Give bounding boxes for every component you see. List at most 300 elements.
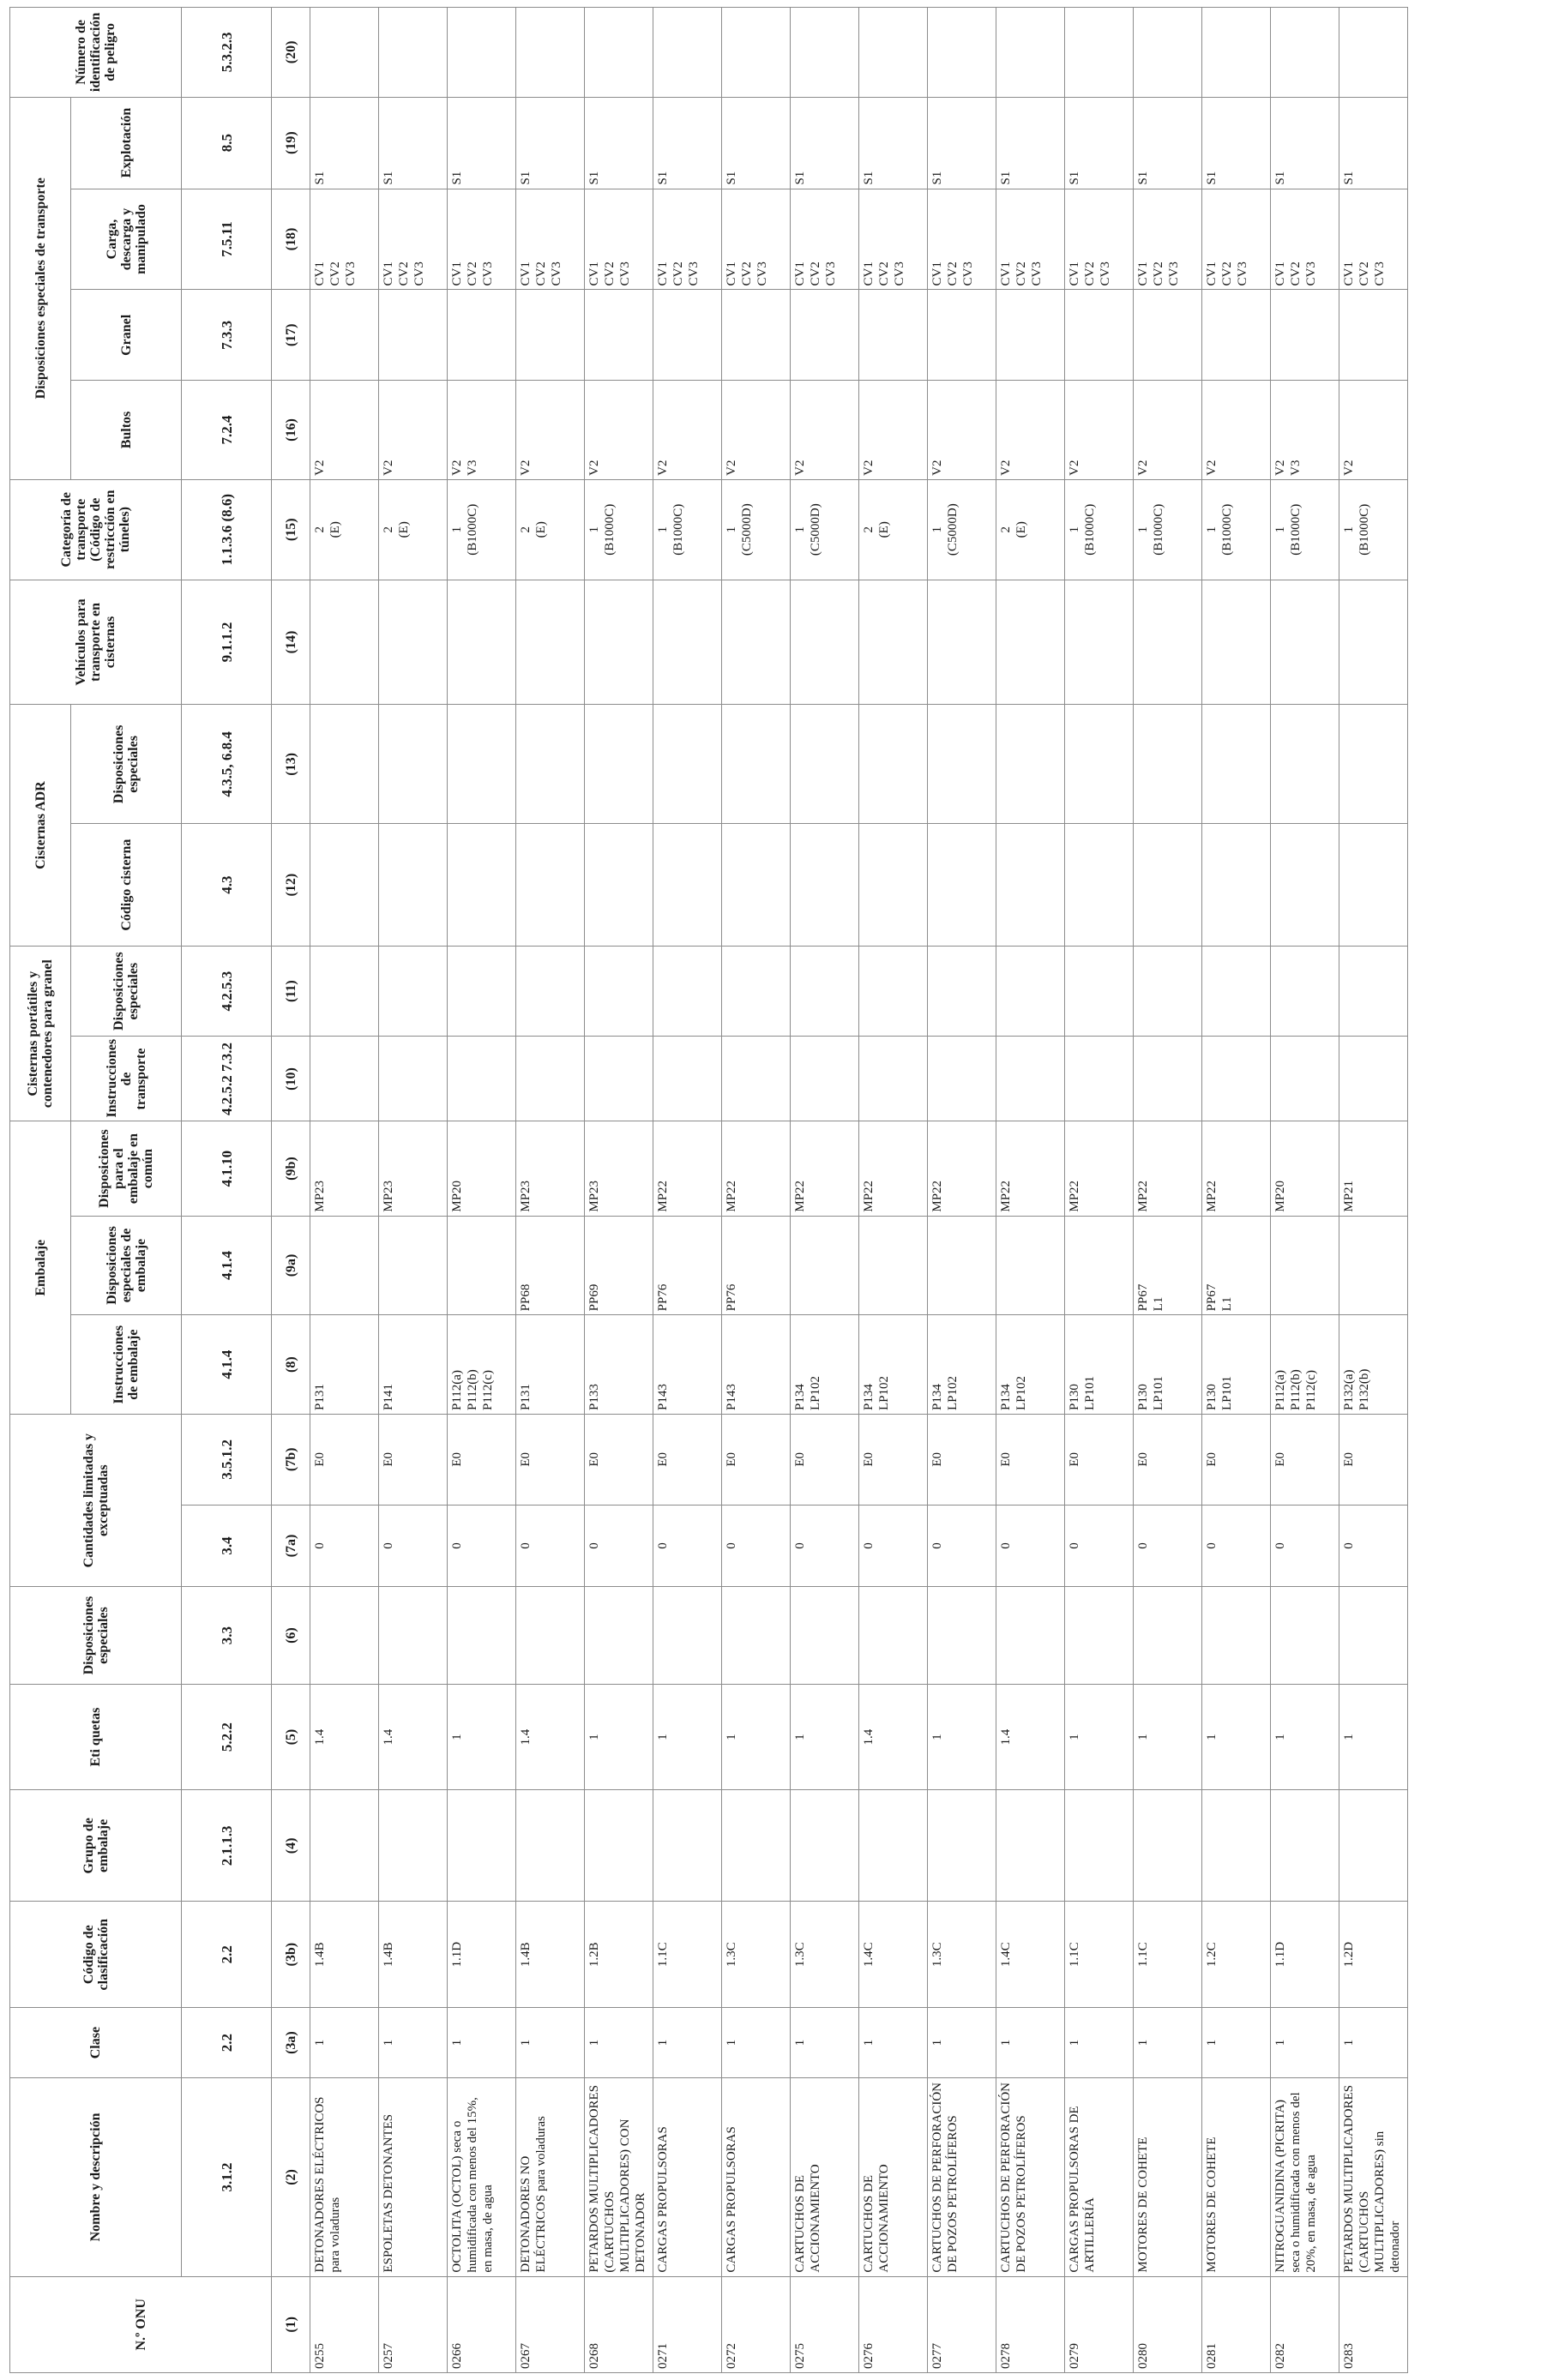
cell-un-number: 0276 — [859, 2276, 928, 2372]
cell-packing-group — [722, 1790, 791, 1902]
cell-tank-vehicles — [859, 580, 928, 705]
cell-transport-instructions — [722, 1037, 791, 1121]
cell-class: 1 — [1271, 2007, 1339, 2077]
cell-operation: S1 — [1339, 97, 1408, 189]
header-special-packing-provisions: Disposiciones especiales de embalaje — [71, 1216, 182, 1315]
cell-special-packing-provisions: PP67 L1 — [1202, 1216, 1271, 1315]
cell-bulk — [448, 290, 516, 381]
reference-row — [182, 8, 272, 2373]
cell-classification-code: 1.1C — [1065, 1902, 1134, 2007]
cell-transport-category: 2 (E) — [859, 479, 928, 580]
cell-special-packing-provisions: PP76 — [653, 1216, 722, 1315]
cell-special-packing-provisions — [791, 1216, 859, 1315]
cell-portable-special-provisions — [928, 946, 996, 1037]
cell-tank-special-provisions — [516, 705, 585, 824]
cell-special-provisions — [379, 1587, 448, 1684]
table-row — [310, 8, 379, 2373]
cell-name: OCTOLITA (OCTOL) seca o humidificada con menos del 15%, en masa, de agua — [448, 2078, 516, 2276]
cell-bulk — [859, 290, 928, 381]
cell-special-packing-provisions: PP68 — [516, 1216, 585, 1315]
header-limited-quantities: Cantidades limitadas y exceptuadas — [10, 1415, 182, 1587]
header-loading: Carga, descarga y manipulado — [71, 189, 182, 290]
cell-excepted-quantity: E0 — [310, 1415, 379, 1506]
cell-loading: CV1 CV2 CV3 — [722, 189, 791, 290]
cell-loading: CV1 CV2 CV3 — [1134, 189, 1202, 290]
cell-bulk — [791, 290, 859, 381]
num-cell: (11) — [272, 946, 310, 1037]
cell-hazard-id — [516, 8, 585, 98]
cell-hazard-id — [791, 8, 859, 98]
cell-packing-group — [1339, 1790, 1408, 1902]
group-header-packing: Embalaje — [10, 1121, 71, 1415]
cell-special-provisions — [1271, 1587, 1339, 1684]
cell-packing-group — [448, 1790, 516, 1902]
cell-special-provisions — [310, 1587, 379, 1684]
cell-packages: V2 — [516, 381, 585, 480]
cell-packing-instructions: P134 LP102 — [928, 1315, 996, 1415]
cell-excepted-quantity: E0 — [859, 1415, 928, 1506]
cell-transport-category: 1 (B1000C) — [585, 479, 653, 580]
cell-excepted-quantity: E0 — [1339, 1415, 1408, 1506]
cell-class: 1 — [1065, 2007, 1134, 2077]
cell-transport-instructions — [1065, 1037, 1134, 1121]
dangerous-goods-table — [9, 7, 1408, 2373]
cell-limited-quantity: 0 — [1202, 1505, 1271, 1587]
ref-cell: 7.2.4 — [182, 381, 272, 480]
cell-transport-instructions — [1339, 1037, 1408, 1121]
cell-operation: S1 — [1065, 97, 1134, 189]
cell-portable-special-provisions — [310, 946, 379, 1037]
cell-packages: V2 — [1202, 381, 1271, 480]
cell-un-number: 0277 — [928, 2276, 996, 2372]
table-row — [1065, 8, 1134, 2373]
header-portable-special-provisions: Disposiciones especiales — [71, 946, 182, 1037]
cell-class: 1 — [1202, 2007, 1271, 2077]
cell-limited-quantity: 0 — [859, 1505, 928, 1587]
cell-tank-code — [996, 824, 1065, 946]
cell-un-number: 0267 — [516, 2276, 585, 2372]
header-un-number: N.º ONU — [10, 2276, 272, 2372]
cell-operation: S1 — [791, 97, 859, 189]
table-row — [996, 8, 1065, 2373]
num-cell: (10) — [272, 1037, 310, 1121]
cell-special-provisions — [448, 1587, 516, 1684]
cell-transport-category: 1 (B1000C) — [1202, 479, 1271, 580]
cell-packages: V2 — [928, 381, 996, 480]
cell-classification-code: 1.3C — [791, 1902, 859, 2007]
cell-packing-group — [516, 1790, 585, 1902]
table-row — [448, 8, 516, 2373]
cell-hazard-id — [928, 8, 996, 98]
cell-labels: 1 — [1202, 1684, 1271, 1789]
ref-cell: 7.3.3 — [182, 290, 272, 381]
cell-portable-special-provisions — [1339, 946, 1408, 1037]
header-tank-vehicles: Vehículos para transporte en cisternas — [10, 580, 182, 705]
table-row — [653, 8, 722, 2373]
cell-tank-code — [928, 824, 996, 946]
group-header-adr-tanks: Cisternas ADR — [10, 705, 71, 946]
ref-cell: 2.2 — [182, 1902, 272, 2007]
cell-special-packing-provisions — [996, 1216, 1065, 1315]
cell-transport-category: 1 (B1000C) — [448, 479, 516, 580]
cell-name: DETONADORES NO ELÉCTRICOS para voladuras — [516, 2078, 585, 2276]
ref-cell: 5.2.2 — [182, 1684, 272, 1789]
cell-excepted-quantity: E0 — [1202, 1415, 1271, 1506]
cell-portable-special-provisions — [516, 946, 585, 1037]
cell-tank-code — [1134, 824, 1202, 946]
cell-loading: CV1 CV2 CV3 — [928, 189, 996, 290]
cell-portable-special-provisions — [1134, 946, 1202, 1037]
table-row — [1202, 8, 1271, 2373]
cell-name: CARGAS PROPULSORAS — [653, 2078, 722, 2276]
table-row — [516, 8, 585, 2373]
cell-hazard-id — [448, 8, 516, 98]
cell-special-packing-provisions — [310, 1216, 379, 1315]
num-cell: (3b) — [272, 1902, 310, 2007]
cell-labels: 1 — [722, 1684, 791, 1789]
cell-portable-special-provisions — [1065, 946, 1134, 1037]
cell-un-number: 0281 — [1202, 2276, 1271, 2372]
header-mixed-packing: Disposiciones para el embalaje en común — [71, 1121, 182, 1216]
ref-cell: 1.1.3.6 (8.6) — [182, 479, 272, 580]
num-cell: (3a) — [272, 2007, 310, 2077]
cell-transport-category: 1 (B1000C) — [653, 479, 722, 580]
cell-classification-code: 1.2B — [585, 1902, 653, 2007]
cell-excepted-quantity: E0 — [1134, 1415, 1202, 1506]
cell-transport-instructions — [516, 1037, 585, 1121]
cell-mixed-packing: MP23 — [379, 1121, 448, 1216]
cell-transport-category: 1 (B1000C) — [1134, 479, 1202, 580]
cell-portable-special-provisions — [653, 946, 722, 1037]
cell-special-packing-provisions — [1271, 1216, 1339, 1315]
cell-un-number: 0282 — [1271, 2276, 1339, 2372]
cell-classification-code: 1.4B — [379, 1902, 448, 2007]
cell-transport-category: 2 (E) — [310, 479, 379, 580]
num-cell: (9b) — [272, 1121, 310, 1216]
cell-operation: S1 — [722, 97, 791, 189]
num-cell: (1) — [272, 2276, 310, 2372]
cell-portable-special-provisions — [1271, 946, 1339, 1037]
cell-mixed-packing: MP21 — [1339, 1121, 1408, 1216]
cell-class: 1 — [791, 2007, 859, 2077]
cell-un-number: 0272 — [722, 2276, 791, 2372]
cell-portable-special-provisions — [859, 946, 928, 1037]
cell-operation: S1 — [448, 97, 516, 189]
cell-class: 1 — [1339, 2007, 1408, 2077]
cell-class: 1 — [516, 2007, 585, 2077]
cell-hazard-id — [996, 8, 1065, 98]
ref-cell: 4.1.4 — [182, 1216, 272, 1315]
cell-loading: CV1 CV2 CV3 — [791, 189, 859, 290]
cell-packages: V2 — [1339, 381, 1408, 480]
cell-tank-code — [859, 824, 928, 946]
cell-labels: 1.4 — [310, 1684, 379, 1789]
cell-loading: CV1 CV2 CV3 — [1202, 189, 1271, 290]
cell-labels: 1 — [1134, 1684, 1202, 1789]
cell-tank-special-provisions — [379, 705, 448, 824]
column-number-row — [272, 8, 310, 2373]
cell-limited-quantity: 0 — [996, 1505, 1065, 1587]
cell-operation: S1 — [928, 97, 996, 189]
cell-class: 1 — [722, 2007, 791, 2077]
header-classification-code: Código de clasificación — [10, 1902, 182, 2007]
cell-special-packing-provisions — [859, 1216, 928, 1315]
cell-excepted-quantity: E0 — [1065, 1415, 1134, 1506]
ref-cell: 3.5.1.2 — [182, 1415, 272, 1506]
cell-packing-instructions: P133 — [585, 1315, 653, 1415]
cell-transport-instructions — [585, 1037, 653, 1121]
cell-packages: V2 V3 — [1271, 381, 1339, 480]
header-packing-group: Grupo de embalaje — [10, 1790, 182, 1902]
cell-excepted-quantity: E0 — [653, 1415, 722, 1506]
cell-tank-special-provisions — [1339, 705, 1408, 824]
cell-bulk — [585, 290, 653, 381]
cell-mixed-packing: MP22 — [722, 1121, 791, 1216]
header-tank-special-provisions: Disposiciones especiales — [71, 705, 182, 824]
cell-mixed-packing: MP23 — [310, 1121, 379, 1216]
cell-name: CARTUCHOS DE PERFORACIÓN DE POZOS PETROLÍFEROS — [996, 2078, 1065, 2276]
cell-class: 1 — [653, 2007, 722, 2077]
cell-class: 1 — [448, 2007, 516, 2077]
cell-packing-group — [928, 1790, 996, 1902]
cell-limited-quantity: 0 — [585, 1505, 653, 1587]
cell-loading: CV1 CV2 CV3 — [1271, 189, 1339, 290]
cell-name: PETARDOS MULTIPLICADORES (CARTUCHOS MULTIPLICADORES) sin detonador — [1339, 2078, 1408, 2276]
cell-labels: 1 — [928, 1684, 996, 1789]
cell-packages: V2 — [1065, 381, 1134, 480]
header-packing-instructions: Instrucciones de embalaje — [71, 1315, 182, 1415]
cell-name: PETARDOS MULTIPLICADORES (CARTUCHOS MULTIPLICADORES) CON DETONADOR — [585, 2078, 653, 2276]
ref-cell: 4.1.10 — [182, 1121, 272, 1216]
cell-special-packing-provisions — [1339, 1216, 1408, 1315]
cell-operation: S1 — [585, 97, 653, 189]
cell-classification-code: 1.4B — [516, 1902, 585, 2007]
ref-cell: 4.2.5.3 — [182, 946, 272, 1037]
cell-transport-instructions — [1202, 1037, 1271, 1121]
cell-transport-category: 2 (E) — [996, 479, 1065, 580]
cell-special-packing-provisions: PP76 — [722, 1216, 791, 1315]
cell-packing-group — [653, 1790, 722, 1902]
cell-mixed-packing: MP22 — [928, 1121, 996, 1216]
cell-labels: 1 — [791, 1684, 859, 1789]
num-cell: (4) — [272, 1790, 310, 1902]
cell-tank-vehicles — [1339, 580, 1408, 705]
cell-class: 1 — [928, 2007, 996, 2077]
cell-class: 1 — [310, 2007, 379, 2077]
cell-loading: CV1 CV2 CV3 — [1065, 189, 1134, 290]
cell-loading: CV1 CV2 CV3 — [653, 189, 722, 290]
num-cell: (19) — [272, 97, 310, 189]
cell-packing-instructions: P112(a) P112(b) P112(c) — [448, 1315, 516, 1415]
cell-excepted-quantity: E0 — [1271, 1415, 1339, 1506]
cell-excepted-quantity: E0 — [516, 1415, 585, 1506]
cell-mixed-packing: MP22 — [791, 1121, 859, 1216]
cell-un-number: 0279 — [1065, 2276, 1134, 2372]
cell-transport-instructions — [928, 1037, 996, 1121]
cell-packing-instructions: P130 LP101 — [1065, 1315, 1134, 1415]
num-cell: (16) — [272, 381, 310, 480]
group-header-special-transport: Disposiciones especiales de transporte — [10, 97, 71, 479]
cell-special-provisions — [928, 1587, 996, 1684]
cell-packing-group — [310, 1790, 379, 1902]
cell-name: MOTORES DE COHETE — [1134, 2078, 1202, 2276]
cell-portable-special-provisions — [585, 946, 653, 1037]
cell-un-number: 0268 — [585, 2276, 653, 2372]
cell-transport-instructions — [653, 1037, 722, 1121]
cell-un-number: 0257 — [379, 2276, 448, 2372]
cell-tank-code — [1271, 824, 1339, 946]
cell-transport-instructions — [310, 1037, 379, 1121]
cell-operation: S1 — [1202, 97, 1271, 189]
cell-loading: CV1 CV2 CV3 — [996, 189, 1065, 290]
cell-special-provisions — [1339, 1587, 1408, 1684]
header-operation: Explotación — [71, 97, 182, 189]
num-cell: (7b) — [272, 1415, 310, 1506]
cell-class: 1 — [1134, 2007, 1202, 2077]
cell-excepted-quantity: E0 — [722, 1415, 791, 1506]
cell-limited-quantity: 0 — [791, 1505, 859, 1587]
cell-limited-quantity: 0 — [516, 1505, 585, 1587]
ref-cell: 7.5.11 — [182, 189, 272, 290]
cell-limited-quantity: 0 — [379, 1505, 448, 1587]
num-cell: (8) — [272, 1315, 310, 1415]
cell-name: DETONADORES ELÉCTRICOS para voladuras — [310, 2078, 379, 2276]
cell-tank-special-provisions — [1134, 705, 1202, 824]
cell-tank-vehicles — [1065, 580, 1134, 705]
cell-transport-category: 1 (B1000C) — [1065, 479, 1134, 580]
cell-tank-code — [1065, 824, 1134, 946]
cell-packages: V2 — [859, 381, 928, 480]
cell-class: 1 — [379, 2007, 448, 2077]
cell-transport-category: 1 (C5000D) — [791, 479, 859, 580]
cell-packing-group — [1065, 1790, 1134, 1902]
cell-mixed-packing: MP23 — [585, 1121, 653, 1216]
cell-mixed-packing: MP20 — [1271, 1121, 1339, 1216]
ref-cell: 3.1.2 — [182, 2078, 272, 2276]
cell-transport-instructions — [1134, 1037, 1202, 1121]
cell-excepted-quantity: E0 — [996, 1415, 1065, 1506]
cell-loading: CV1 CV2 CV3 — [585, 189, 653, 290]
cell-tank-special-provisions — [1065, 705, 1134, 824]
cell-packing-instructions: P143 — [653, 1315, 722, 1415]
cell-packing-instructions: P134 LP102 — [791, 1315, 859, 1415]
num-cell: (9a) — [272, 1216, 310, 1315]
cell-limited-quantity: 0 — [722, 1505, 791, 1587]
cell-hazard-id — [1339, 8, 1408, 98]
table-row — [585, 8, 653, 2373]
cell-classification-code: 1.1D — [1271, 1902, 1339, 2007]
cell-packages: V2 — [653, 381, 722, 480]
num-cell: (15) — [272, 479, 310, 580]
cell-name: CARGAS PROPULSORAS — [722, 2078, 791, 2276]
cell-special-provisions — [653, 1587, 722, 1684]
cell-hazard-id — [1271, 8, 1339, 98]
cell-excepted-quantity: E0 — [791, 1415, 859, 1506]
cell-packing-instructions: P131 — [310, 1315, 379, 1415]
num-cell: (14) — [272, 580, 310, 705]
ref-cell: 4.3 — [182, 824, 272, 946]
cell-bulk — [1065, 290, 1134, 381]
cell-tank-vehicles — [310, 580, 379, 705]
cell-tank-vehicles — [379, 580, 448, 705]
cell-name: NITROGUANIDINA (PICRITA) seca o humidificada con menos del 20%, en masa, de agua — [1271, 2078, 1339, 2276]
cell-labels: 1.4 — [516, 1684, 585, 1789]
cell-tank-special-provisions — [859, 705, 928, 824]
cell-excepted-quantity: E0 — [585, 1415, 653, 1506]
cell-bulk — [310, 290, 379, 381]
header-packages: Bultos — [71, 381, 182, 480]
cell-tank-vehicles — [448, 580, 516, 705]
cell-labels: 1.4 — [996, 1684, 1065, 1789]
cell-un-number: 0271 — [653, 2276, 722, 2372]
cell-tank-special-provisions — [585, 705, 653, 824]
cell-mixed-packing: MP22 — [1202, 1121, 1271, 1216]
cell-tank-code — [1339, 824, 1408, 946]
group-header-portable-tanks: Cisternas portátiles y contenedores para granel — [10, 946, 71, 1121]
cell-name: MOTORES DE COHETE — [1202, 2078, 1271, 2276]
cell-operation: S1 — [379, 97, 448, 189]
cell-packing-instructions: P134 LP102 — [996, 1315, 1065, 1415]
cell-un-number: 0255 — [310, 2276, 379, 2372]
cell-bulk — [653, 290, 722, 381]
header-hazard-id: Número de identificación de peligro — [10, 8, 182, 98]
cell-special-packing-provisions — [928, 1216, 996, 1315]
cell-class: 1 — [996, 2007, 1065, 2077]
cell-labels: 1 — [1065, 1684, 1134, 1789]
cell-operation: S1 — [859, 97, 928, 189]
cell-un-number: 0283 — [1339, 2276, 1408, 2372]
cell-packing-group — [585, 1790, 653, 1902]
cell-labels: 1 — [653, 1684, 722, 1789]
ref-cell: 3.3 — [182, 1587, 272, 1684]
ref-cell: 4.2.5.2 7.3.2 — [182, 1037, 272, 1121]
cell-limited-quantity: 0 — [653, 1505, 722, 1587]
cell-hazard-id — [1134, 8, 1202, 98]
header-special-provisions: Disposiciones especiales — [10, 1587, 182, 1684]
cell-tank-code — [722, 824, 791, 946]
cell-tank-vehicles — [928, 580, 996, 705]
table-row — [791, 8, 859, 2373]
cell-tank-vehicles — [996, 580, 1065, 705]
cell-portable-special-provisions — [1202, 946, 1271, 1037]
cell-special-packing-provisions — [448, 1216, 516, 1315]
group-header-row — [10, 8, 71, 2373]
cell-excepted-quantity: E0 — [448, 1415, 516, 1506]
cell-hazard-id — [722, 8, 791, 98]
cell-tank-code — [653, 824, 722, 946]
cell-classification-code: 1.1C — [653, 1902, 722, 2007]
cell-special-provisions — [1134, 1587, 1202, 1684]
cell-packages: V2 — [722, 381, 791, 480]
header-tank-code: Código cisterna — [71, 824, 182, 946]
cell-limited-quantity: 0 — [928, 1505, 996, 1587]
cell-mixed-packing: MP22 — [996, 1121, 1065, 1216]
cell-special-provisions — [996, 1587, 1065, 1684]
cell-packing-group — [1134, 1790, 1202, 1902]
cell-transport-instructions — [859, 1037, 928, 1121]
cell-packages: V2 — [791, 381, 859, 480]
cell-un-number: 0275 — [791, 2276, 859, 2372]
cell-labels: 1 — [1271, 1684, 1339, 1789]
cell-labels: 1 — [1339, 1684, 1408, 1789]
cell-hazard-id — [1202, 8, 1271, 98]
rotated-table-wrapper — [9, 7, 1470, 2373]
header-transport-category: Categoría de transporte (Código de restricción en túneles) — [10, 479, 182, 580]
cell-loading: CV1 CV2 CV3 — [448, 189, 516, 290]
cell-special-provisions — [859, 1587, 928, 1684]
cell-bulk — [996, 290, 1065, 381]
cell-special-provisions — [516, 1587, 585, 1684]
